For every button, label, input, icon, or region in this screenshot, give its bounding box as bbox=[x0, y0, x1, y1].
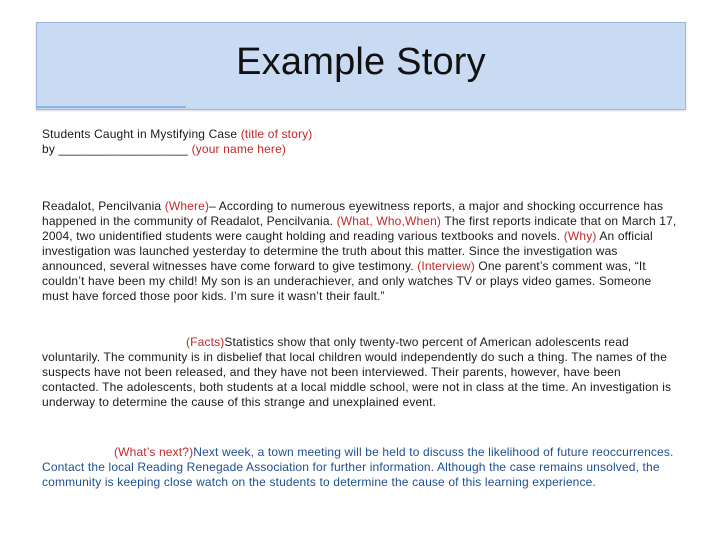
facts-text: Statistics show that only twenty-two percent of American adolescents read voluntarily. The community is in disbelief that local children would independently do such a thing. The names of the suspects have not been released, and they have not been interviewed. Their parents, however, have been contacted. The adolescents, both students at a local middle school, were not in class at the time. An investigation is underway to determine the cause of this strange and unexplained event. bbox=[42, 335, 672, 409]
paragraph-facts bbox=[42, 335, 678, 410]
where-label: (Where) bbox=[164, 199, 210, 213]
title-box bbox=[36, 22, 686, 110]
story-title: Students Caught in Mystifying Case bbox=[42, 127, 238, 141]
byline bbox=[42, 142, 678, 157]
paragraph-lead bbox=[42, 199, 678, 304]
lead-text-1: – According to numerous eyewitness reports, a major and shocking occurrence has happened in the community of Readalot, Pencilvania. bbox=[42, 199, 664, 228]
slide-title: Example Story bbox=[236, 41, 486, 83]
byline-text: by ___________________ bbox=[42, 142, 189, 156]
lead-text-4: One parent’s comment was, “It couldn’t have been my child! My son is an underachiever, and only watches TV or plays video games. Someone must have forced those poor kids. I’m sure it wasn’t their fault.” bbox=[42, 259, 652, 303]
byline-note: (your name here) bbox=[191, 142, 287, 156]
what-who-when-label: (What, Who,When) bbox=[336, 214, 442, 228]
story-title-note: (title of story) bbox=[240, 127, 313, 141]
why-label: (Why) bbox=[563, 229, 597, 243]
title-underline-divider bbox=[36, 106, 186, 108]
next-spacer bbox=[42, 445, 114, 459]
lead-text-3: An official investigation was launched yesterday to determine the truth about this matter. Since the investigation was announced, several witnesses have come forward to give testimony. bbox=[42, 229, 653, 273]
story-header bbox=[42, 127, 678, 157]
facts-indent bbox=[42, 335, 114, 349]
interview-label: (Interview) bbox=[417, 259, 475, 273]
story-title-line bbox=[42, 127, 678, 142]
whats-next-text: Next week, a town meeting will be held to discuss the likelihood of future reoccurrences. Contact the local Reading Renegade Association for further information. Although the case remains unsolved, the community is keeping close watch on the students to determine the cause of this learning experience. bbox=[42, 445, 674, 489]
place-text: Readalot, Pencilvania bbox=[42, 199, 162, 213]
facts-label: (Facts) bbox=[186, 335, 225, 349]
lead-text-2: The first reports indicate that on March 17, 2004, two unidentified students were caught holding and reading various textbooks and novels. bbox=[42, 214, 677, 243]
facts-spacer bbox=[114, 335, 186, 349]
whats-next-label: (What’s next?) bbox=[114, 445, 194, 459]
paragraph-next bbox=[42, 445, 678, 490]
